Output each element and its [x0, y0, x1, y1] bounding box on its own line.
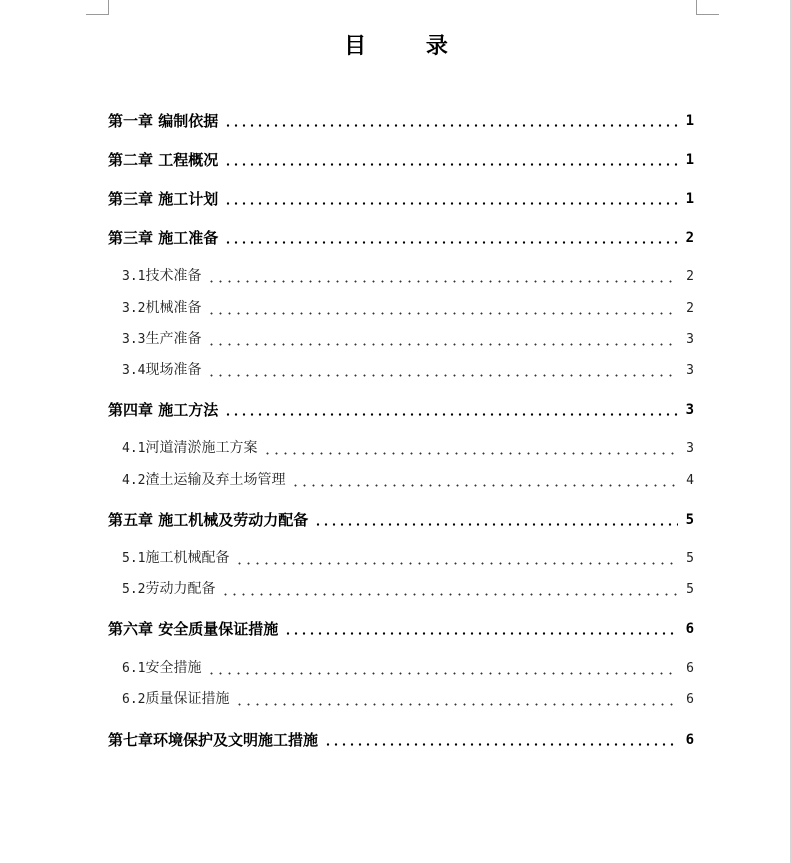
toc-page-number: 3	[686, 363, 694, 378]
toc-page-number: 3	[685, 402, 694, 418]
section-number: 4.2	[122, 473, 146, 488]
dot-leader	[224, 202, 678, 205]
toc-entry-label: 第四章 施工方法	[108, 401, 219, 419]
toc-entry-label: 第二章 工程概况	[108, 151, 219, 169]
toc-entry-section-5-2[interactable]	[108, 578, 694, 600]
toc-page-number: 2	[686, 269, 694, 284]
toc-entry-label	[122, 689, 229, 710]
toc-page-number: 3	[686, 441, 694, 456]
section-number: 3.3	[122, 332, 146, 347]
toc-page-number: 5	[685, 512, 694, 528]
dot-leader	[224, 124, 678, 127]
section-number: 3.4	[122, 363, 146, 378]
dot-leader	[224, 241, 678, 244]
dot-leader	[224, 413, 678, 416]
dot-leader	[207, 374, 678, 377]
toc-entry-section-3-3[interactable]	[108, 328, 694, 350]
toc-entry-section-3-4[interactable]	[108, 359, 694, 381]
section-number: 6.2	[122, 692, 146, 707]
toc-page-number: 1	[685, 113, 694, 129]
section-title: 安全措施	[145, 660, 202, 676]
toc-entry-section-3-1[interactable]	[108, 265, 694, 287]
section-title: 渣土运输及弃土场管理	[145, 472, 286, 488]
toc-entry-chapter-7[interactable]	[108, 728, 694, 750]
dot-leader	[324, 743, 678, 746]
section-title: 技术准备	[145, 268, 202, 284]
toc-page-number: 6	[686, 692, 694, 707]
toc-page-number: 1	[685, 191, 694, 207]
toc-entry-label	[122, 470, 285, 491]
section-title: 施工机械配备	[145, 550, 230, 566]
toc-entry-chapter-3-plan[interactable]	[108, 187, 694, 209]
toc-title: 目 录	[344, 33, 474, 59]
toc-entry-section-4-2[interactable]	[108, 469, 694, 491]
toc-page-number: 4	[686, 473, 694, 488]
dot-leader	[221, 593, 678, 596]
toc-page-number: 5	[686, 582, 694, 597]
toc-entry-label: 第三章 施工计划	[108, 190, 219, 208]
toc-entry-label	[122, 579, 215, 600]
toc-entry-chapter-5[interactable]	[108, 508, 694, 530]
toc-entry-chapter-6[interactable]	[108, 617, 694, 639]
toc-entry-label	[122, 360, 201, 381]
dot-leader	[207, 312, 678, 315]
dot-leader	[207, 280, 678, 283]
section-number: 6.1	[122, 661, 146, 676]
toc-entry-label	[122, 298, 201, 319]
section-title: 质量保证措施	[145, 691, 230, 707]
toc-page-number: 6	[685, 732, 694, 748]
section-title: 劳动力配备	[145, 581, 216, 597]
toc-entry-label: 第三章 施工准备	[108, 229, 219, 247]
toc-entry-section-4-1[interactable]	[108, 437, 694, 459]
toc-entry-chapter-3-prep[interactable]	[108, 226, 694, 248]
dot-leader	[284, 632, 678, 635]
section-number: 4.1	[122, 441, 146, 456]
toc-entry-label: 第七章环境保护及文明施工措施	[108, 731, 319, 749]
section-title: 机械准备	[145, 300, 202, 316]
section-title: 河道清淤施工方案	[145, 440, 258, 456]
dot-leader	[207, 343, 678, 346]
toc-entry-section-3-2[interactable]	[108, 297, 694, 319]
toc-entry-label: 第五章 施工机械及劳动力配备	[108, 511, 309, 529]
toc-entry-label	[122, 266, 201, 287]
toc-entry-section-5-1[interactable]	[108, 547, 694, 569]
toc-entry-label	[122, 329, 201, 350]
table-of-contents	[108, 0, 694, 863]
toc-page-number: 5	[686, 551, 694, 566]
toc-entry-label	[122, 548, 229, 569]
toc-entry-chapter-1[interactable]	[108, 109, 694, 131]
dot-leader	[235, 562, 678, 565]
toc-page-number: 2	[686, 301, 694, 316]
margin-corner-mark-right	[696, 0, 719, 15]
dot-leader	[291, 484, 678, 487]
dot-leader	[314, 523, 678, 526]
margin-corner-mark-left	[86, 0, 109, 15]
dot-leader	[235, 703, 678, 706]
toc-entry-chapter-2[interactable]	[108, 148, 694, 170]
toc-page-number: 3	[686, 332, 694, 347]
section-number: 3.2	[122, 301, 146, 316]
toc-page-number: 2	[685, 230, 694, 246]
toc-entry-label	[122, 438, 257, 459]
toc-page-number: 6	[685, 621, 694, 637]
section-title: 生产准备	[145, 331, 202, 347]
dot-leader	[263, 452, 678, 455]
section-number: 5.2	[122, 582, 146, 597]
toc-page-number: 6	[686, 661, 694, 676]
dot-leader	[207, 672, 678, 675]
section-title: 现场准备	[145, 362, 202, 378]
dot-leader	[224, 163, 678, 166]
toc-entry-section-6-2[interactable]	[108, 688, 694, 710]
section-number: 5.1	[122, 551, 146, 566]
toc-entry-section-6-1[interactable]	[108, 657, 694, 679]
toc-entry-label	[122, 658, 201, 679]
toc-entry-label: 第六章 安全质量保证措施	[108, 620, 279, 638]
toc-entry-label: 第一章 编制依据	[108, 112, 219, 130]
toc-entry-chapter-4[interactable]	[108, 398, 694, 420]
section-number: 3.1	[122, 269, 146, 284]
toc-page-number: 1	[685, 152, 694, 168]
